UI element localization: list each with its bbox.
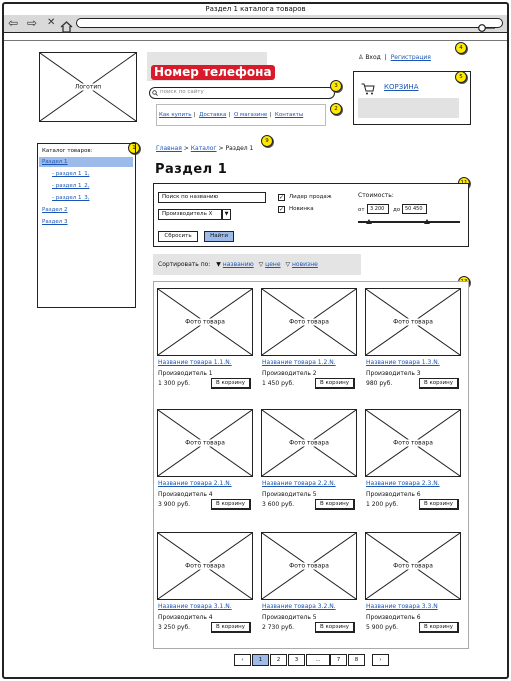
product-maker: Производитель 3 <box>366 370 421 377</box>
product-maker: Производитель 4 <box>158 491 213 498</box>
add-to-cart-button[interactable]: В корзину <box>315 378 355 389</box>
add-to-cart-button[interactable]: В корзину <box>211 622 251 633</box>
breadcrumb-catalog[interactable]: Каталог <box>190 145 217 152</box>
product-name[interactable]: Название товара 2.2.N. <box>262 480 336 487</box>
product-price: 1 450 руб. <box>262 380 295 387</box>
nav-how-to-buy[interactable]: Как купить <box>159 112 192 118</box>
breadcrumb-home[interactable]: Главная <box>156 145 182 152</box>
product-image[interactable] <box>365 409 461 477</box>
cost-label: Стоимость: <box>358 192 394 199</box>
page-button[interactable]: 8 <box>348 654 365 666</box>
product-maker: Производитель 4 <box>158 614 213 621</box>
reset-button[interactable]: Сбросить <box>158 231 198 242</box>
page-button[interactable]: 2 <box>270 654 287 666</box>
callout-5: 5 <box>455 71 467 83</box>
logo-label: Логотип <box>74 83 102 91</box>
product-image[interactable] <box>157 409 253 477</box>
magnifier-icon[interactable] <box>477 18 499 28</box>
novelty-checkbox[interactable]: ✓ <box>279 206 285 213</box>
product-name[interactable]: Название товара 2.1.N. <box>158 480 232 487</box>
cost-to-label: до <box>393 207 401 213</box>
filter-maker-select[interactable]: Производитель X <box>158 209 222 220</box>
search-icon <box>152 90 158 96</box>
product-maker: Производитель 6 <box>366 491 421 498</box>
home-icon[interactable] <box>60 18 73 30</box>
product-image-label: Фото товара <box>393 318 433 326</box>
next-page-button[interactable]: › <box>372 654 389 666</box>
page-button[interactable]: 3 <box>288 654 305 666</box>
add-to-cart-button[interactable]: В корзину <box>315 622 355 633</box>
product-image[interactable] <box>157 288 253 356</box>
product-image[interactable] <box>365 288 461 356</box>
product-image[interactable] <box>261 409 357 477</box>
cost-from-label: от <box>358 207 365 213</box>
header-divider <box>4 40 507 41</box>
product-card <box>261 532 359 644</box>
product-image-label: Фото товара <box>289 318 329 326</box>
arrow-left-icon[interactable]: ⇦ <box>8 16 19 30</box>
cart-link[interactable]: КОРЗИНА <box>384 83 419 91</box>
product-card <box>261 409 359 521</box>
product-price: 5 900 руб. <box>366 624 399 631</box>
sidebar-item-section-1-2[interactable]: - раздел 1_2, <box>52 183 90 189</box>
product-maker: Производитель 5 <box>262 491 317 498</box>
nav-about[interactable]: О магазине <box>233 112 268 118</box>
product-name[interactable]: Название товара 3.2.N. <box>262 603 336 610</box>
register-link[interactable]: Регистрация <box>390 54 431 61</box>
sidebar-item-section-1-3[interactable]: - раздел 1_3, <box>52 195 90 201</box>
sidebar-item-section-2[interactable]: Раздел 2 <box>42 207 68 213</box>
triangle-down-outline-icon: ▽ <box>258 261 264 268</box>
auth-links: ♙ Вход | Регистрация <box>358 54 431 61</box>
product-image-label: Фото товара <box>289 439 329 447</box>
site-search-input[interactable] <box>149 87 335 99</box>
product-maker: Производитель 2 <box>262 370 317 377</box>
product-maker: Производитель 6 <box>366 614 421 621</box>
product-price: 980 руб. <box>366 380 393 387</box>
page-button[interactable]: 7 <box>330 654 347 666</box>
main-nav: Как купить | Доставка | О магазине | Контакты <box>156 104 326 126</box>
product-image-label: Фото товара <box>185 562 225 570</box>
close-icon[interactable]: ✕ <box>47 17 56 28</box>
add-to-cart-button[interactable]: В корзину <box>419 378 459 389</box>
login-link[interactable]: Вход <box>365 54 381 61</box>
callout-3: 3 <box>330 80 342 92</box>
product-image-label: Фото товара <box>289 562 329 570</box>
prev-page-button[interactable]: ‹ <box>234 654 251 666</box>
product-name[interactable]: Название товара 3.3.N <box>366 603 438 610</box>
callout-2: 2 <box>330 103 342 115</box>
sort-by-price[interactable]: цене <box>265 261 281 268</box>
product-image[interactable] <box>157 532 253 600</box>
callout-1: 1 <box>128 142 140 154</box>
chevron-down-icon[interactable]: ▼ <box>222 209 231 220</box>
product-name[interactable]: Название товара 1.2.N. <box>262 359 336 366</box>
sidebar-item-section-1[interactable]: Раздел 1 <box>42 159 68 165</box>
novelty-label: Новинка <box>289 206 314 212</box>
page-button[interactable]: ... <box>306 654 330 666</box>
add-to-cart-button[interactable]: В корзину <box>211 499 251 510</box>
product-card <box>157 409 255 521</box>
sidebar-item-section-1-1[interactable]: - раздел 1_1, <box>52 171 90 177</box>
product-name[interactable]: Название товара 1.1.N. <box>158 359 232 366</box>
breadcrumb-separator: > <box>183 145 189 152</box>
product-card <box>157 288 255 400</box>
nav-contacts[interactable]: Контакты <box>274 112 304 118</box>
breadcrumb <box>156 145 253 152</box>
product-name[interactable]: Название товара 2.3.N. <box>366 480 440 487</box>
price-slider-max-handle[interactable] <box>424 219 430 224</box>
product-price: 3 250 руб. <box>158 624 191 631</box>
user-icon: ♙ <box>358 54 364 61</box>
page-title: Раздел 1 <box>155 162 228 177</box>
cart-summary <box>358 98 459 118</box>
product-price: 1 200 руб. <box>366 501 399 508</box>
search-placeholder: поиск по сайту <box>160 89 204 95</box>
nav-delivery[interactable]: Доставка <box>199 112 227 118</box>
bestseller-checkbox[interactable]: ✓ <box>279 194 285 201</box>
breadcrumb-current: Раздел 1 <box>225 145 254 152</box>
product-price: 3 900 руб. <box>158 501 191 508</box>
price-slider-track <box>358 221 460 223</box>
breadcrumb-separator: > <box>218 145 224 152</box>
add-to-cart-button[interactable]: В корзину <box>315 499 355 510</box>
product-name[interactable]: Название товара 3.1.N. <box>158 603 232 610</box>
product-card <box>365 532 463 644</box>
product-image[interactable] <box>261 532 357 600</box>
sort-by-newness[interactable]: новизне <box>292 261 318 268</box>
product-image-label: Фото товара <box>393 439 433 447</box>
find-button[interactable]: Найти <box>204 231 234 242</box>
cost-from-input[interactable]: 3 200 <box>367 204 389 214</box>
product-price: 2 730 руб. <box>262 624 295 631</box>
sort-label: Сортировать по: <box>158 261 211 268</box>
sidebar-title: Каталог товаров: <box>42 148 93 154</box>
product-name[interactable]: Название товара 1.3.N. <box>366 359 440 366</box>
sidebar-item-section-3[interactable]: Раздел 3 <box>42 219 68 225</box>
sort-bar <box>153 254 361 275</box>
bestseller-label: Лидер продаж <box>289 194 332 200</box>
triangle-down-outline-icon: ▽ <box>285 261 291 268</box>
product-image[interactable] <box>261 288 357 356</box>
cost-to-input[interactable]: 50 450 <box>402 204 427 214</box>
product-card <box>157 532 255 644</box>
add-to-cart-button[interactable]: В корзину <box>211 378 251 389</box>
callout-4: 4 <box>455 42 467 54</box>
add-to-cart-button[interactable]: В корзину <box>419 622 459 633</box>
product-image-label: Фото товара <box>185 439 225 447</box>
phone-number: Номер телефона <box>151 65 275 80</box>
product-image-label: Фото товара <box>393 562 433 570</box>
product-card <box>365 409 463 521</box>
triangle-down-filled-icon: ▼ <box>216 261 221 268</box>
sort-by-name[interactable]: названию <box>222 261 254 268</box>
product-price: 1 300 руб. <box>158 380 191 387</box>
product-price: 3 600 руб. <box>262 501 295 508</box>
product-card <box>261 288 359 400</box>
filter-name-input[interactable]: Поиск по названию <box>158 192 266 203</box>
product-maker: Производитель 5 <box>262 614 317 621</box>
product-card <box>365 288 463 400</box>
window-title: Раздел 1 каталога товаров <box>205 5 306 13</box>
cart-icon <box>361 80 375 92</box>
catalog-sidebar <box>37 143 136 308</box>
logo[interactable] <box>39 52 137 122</box>
phone-banner <box>147 52 272 81</box>
product-image[interactable] <box>365 532 461 600</box>
page-button[interactable]: 1 <box>252 654 269 666</box>
product-maker: Производитель 1 <box>158 370 213 377</box>
product-image-label: Фото товара <box>185 318 225 326</box>
add-to-cart-button[interactable]: В корзину <box>419 499 459 510</box>
address-bar[interactable] <box>76 18 503 28</box>
price-slider-min-handle[interactable] <box>366 219 372 224</box>
arrow-right-icon[interactable]: ⇨ <box>27 16 38 30</box>
callout-9: 9 <box>261 135 273 147</box>
